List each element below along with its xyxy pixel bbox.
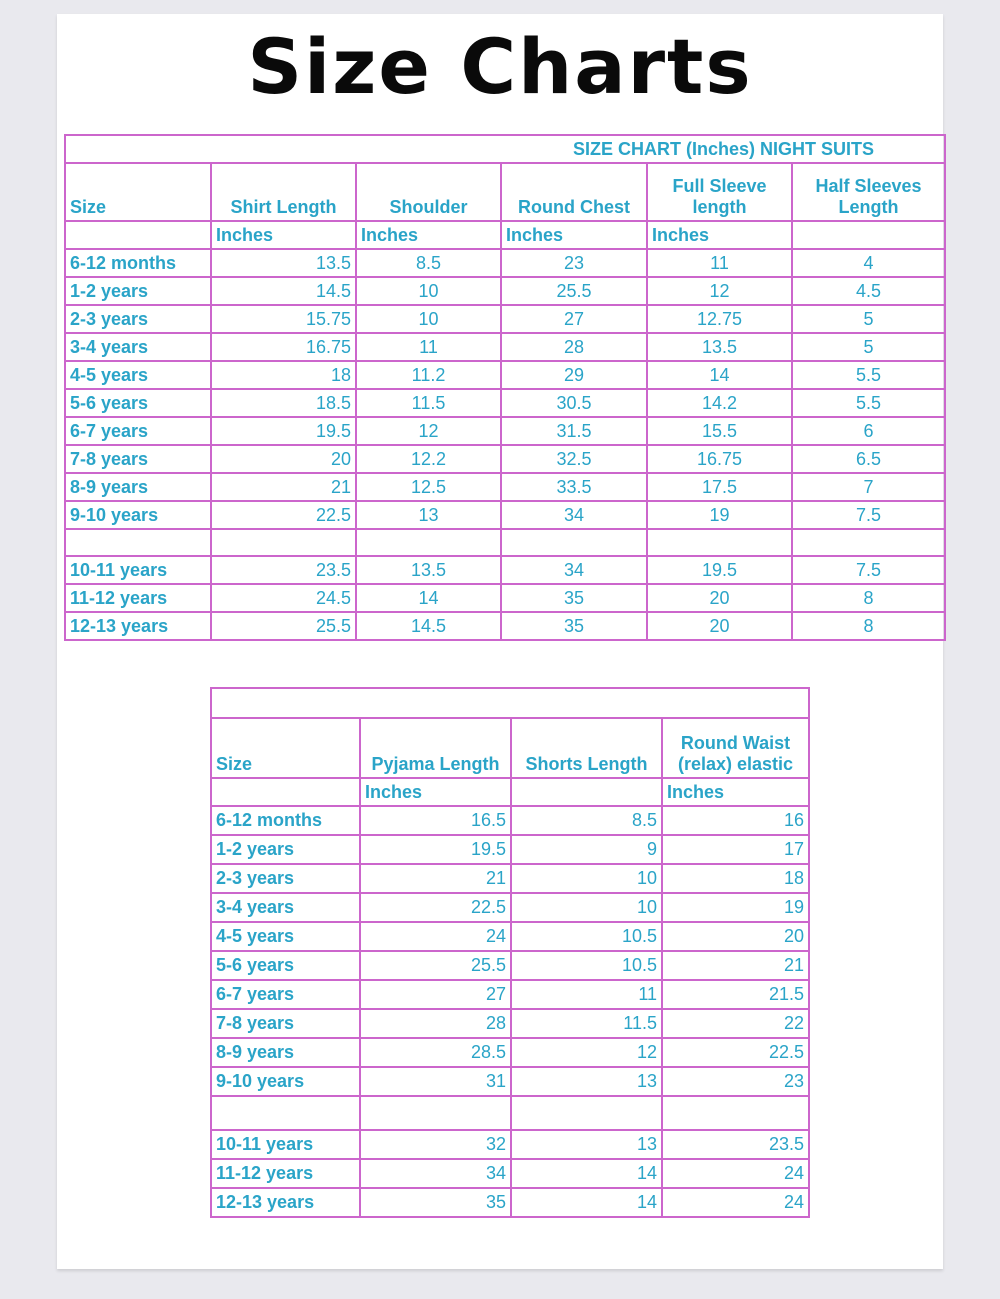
measurement-value: 35 bbox=[501, 584, 647, 612]
table-row bbox=[65, 501, 945, 529]
measurement-value: 12.75 bbox=[647, 305, 792, 333]
measurement-value: 17 bbox=[662, 835, 809, 864]
column-header-row bbox=[65, 163, 945, 221]
table-row bbox=[211, 922, 809, 951]
measurement-value: 11.5 bbox=[511, 1009, 662, 1038]
empty-cell bbox=[662, 1096, 809, 1130]
table-row bbox=[65, 361, 945, 389]
measurement-value: 24.5 bbox=[211, 584, 356, 612]
measurement-value: 18.5 bbox=[211, 389, 356, 417]
measurement-value: 20 bbox=[211, 445, 356, 473]
size-label: 10-11 years bbox=[65, 556, 211, 584]
table-row bbox=[65, 445, 945, 473]
measurement-value: 10 bbox=[356, 305, 501, 333]
measurement-value: 10 bbox=[356, 277, 501, 305]
empty-cell bbox=[511, 1096, 662, 1130]
table-row bbox=[211, 980, 809, 1009]
measurement-value: 12 bbox=[356, 417, 501, 445]
measurement-value: 6 bbox=[792, 417, 945, 445]
measurement-value: 16.75 bbox=[647, 445, 792, 473]
empty-cell bbox=[647, 529, 792, 556]
table-row bbox=[65, 389, 945, 417]
measurement-value: 16 bbox=[662, 806, 809, 835]
table-row bbox=[65, 249, 945, 277]
measurement-value: 13 bbox=[356, 501, 501, 529]
measurement-value: 29 bbox=[501, 361, 647, 389]
size-label: 3-4 years bbox=[65, 333, 211, 361]
measurement-value: 13 bbox=[511, 1067, 662, 1096]
measurement-value: 6.5 bbox=[792, 445, 945, 473]
unit-label bbox=[792, 221, 945, 249]
table-row bbox=[65, 417, 945, 445]
column-header: Shoulder bbox=[356, 163, 501, 221]
size-label: 8-9 years bbox=[65, 473, 211, 501]
measurement-value: 13.5 bbox=[647, 333, 792, 361]
measurement-value: 25.5 bbox=[360, 951, 511, 980]
unit-label: Inches bbox=[356, 221, 501, 249]
measurement-value: 35 bbox=[501, 612, 647, 640]
measurement-value: 8 bbox=[792, 584, 945, 612]
measurement-value: 16.5 bbox=[360, 806, 511, 835]
measurement-value: 23 bbox=[662, 1067, 809, 1096]
column-header: Pyjama Length bbox=[360, 718, 511, 778]
table-row bbox=[211, 1038, 809, 1067]
measurement-value: 24 bbox=[360, 922, 511, 951]
empty-cell bbox=[211, 688, 809, 718]
column-header: Round Waist (relax) elastic bbox=[662, 718, 809, 778]
measurement-value: 14.5 bbox=[356, 612, 501, 640]
empty-cell bbox=[501, 529, 647, 556]
empty-cell bbox=[211, 1096, 360, 1130]
measurement-value: 28 bbox=[360, 1009, 511, 1038]
column-header: Shorts Length bbox=[511, 718, 662, 778]
size-label: 2-3 years bbox=[211, 864, 360, 893]
table-row bbox=[211, 951, 809, 980]
measurement-value: 32 bbox=[360, 1130, 511, 1159]
measurement-value: 10.5 bbox=[511, 951, 662, 980]
size-label: 5-6 years bbox=[65, 389, 211, 417]
table-row bbox=[65, 277, 945, 305]
measurement-value: 5 bbox=[792, 333, 945, 361]
table-heading: SIZE CHART (Inches) NIGHT SUITS bbox=[65, 135, 945, 163]
measurement-value: 20 bbox=[662, 922, 809, 951]
column-header: Size bbox=[65, 163, 211, 221]
size-label: 11-12 years bbox=[65, 584, 211, 612]
measurement-value: 14 bbox=[356, 584, 501, 612]
size-label: 12-13 years bbox=[211, 1188, 360, 1217]
measurement-value: 24 bbox=[662, 1188, 809, 1217]
size-label: 5-6 years bbox=[211, 951, 360, 980]
measurement-value: 34 bbox=[501, 501, 647, 529]
unit-label: Inches bbox=[501, 221, 647, 249]
table-row bbox=[65, 612, 945, 640]
measurement-value: 12 bbox=[511, 1038, 662, 1067]
measurement-value: 31.5 bbox=[501, 417, 647, 445]
measurement-value: 15.75 bbox=[211, 305, 356, 333]
measurement-value: 12 bbox=[647, 277, 792, 305]
measurement-value: 23.5 bbox=[211, 556, 356, 584]
table-row bbox=[65, 584, 945, 612]
measurement-value: 13.5 bbox=[356, 556, 501, 584]
table-row bbox=[211, 1130, 809, 1159]
empty-cell bbox=[792, 529, 945, 556]
measurement-value: 34 bbox=[360, 1159, 511, 1188]
measurement-value: 23.5 bbox=[662, 1130, 809, 1159]
column-header: Shirt Length bbox=[211, 163, 356, 221]
measurement-value: 28 bbox=[501, 333, 647, 361]
measurement-value: 11 bbox=[511, 980, 662, 1009]
size-label: 1-2 years bbox=[65, 277, 211, 305]
column-header: Round Chest bbox=[501, 163, 647, 221]
table-row bbox=[211, 893, 809, 922]
measurement-value: 4.5 bbox=[792, 277, 945, 305]
table-row bbox=[211, 835, 809, 864]
size-label: 2-3 years bbox=[65, 305, 211, 333]
size-label: 6-12 months bbox=[65, 249, 211, 277]
measurement-value: 15.5 bbox=[647, 417, 792, 445]
measurement-value: 14 bbox=[647, 361, 792, 389]
measurement-value: 10 bbox=[511, 893, 662, 922]
unit-label: Inches bbox=[211, 221, 356, 249]
size-label: 4-5 years bbox=[211, 922, 360, 951]
measurement-value: 21 bbox=[211, 473, 356, 501]
night-suits-size-table bbox=[64, 134, 946, 641]
measurement-value: 11 bbox=[356, 333, 501, 361]
measurement-value: 8 bbox=[792, 612, 945, 640]
table-title-row bbox=[65, 135, 945, 163]
measurement-value: 12.5 bbox=[356, 473, 501, 501]
measurement-value: 7.5 bbox=[792, 556, 945, 584]
measurement-value: 16.75 bbox=[211, 333, 356, 361]
table-row bbox=[65, 333, 945, 361]
measurement-value: 22 bbox=[662, 1009, 809, 1038]
measurement-value: 19.5 bbox=[647, 556, 792, 584]
table-row bbox=[65, 305, 945, 333]
empty-cell bbox=[211, 529, 356, 556]
measurement-value: 22.5 bbox=[360, 893, 511, 922]
measurement-value: 7.5 bbox=[792, 501, 945, 529]
unit-label bbox=[65, 221, 211, 249]
measurement-value: 18 bbox=[211, 361, 356, 389]
size-label: 11-12 years bbox=[211, 1159, 360, 1188]
table-row bbox=[211, 1009, 809, 1038]
column-header: Half Sleeves Length bbox=[792, 163, 945, 221]
table-row bbox=[211, 1159, 809, 1188]
measurement-value: 5.5 bbox=[792, 361, 945, 389]
measurement-value: 12.2 bbox=[356, 445, 501, 473]
measurement-value: 5.5 bbox=[792, 389, 945, 417]
spacer-row bbox=[211, 1096, 809, 1130]
measurement-value: 8.5 bbox=[356, 249, 501, 277]
measurement-value: 20 bbox=[647, 584, 792, 612]
measurement-value: 22.5 bbox=[211, 501, 356, 529]
measurement-value: 10 bbox=[511, 864, 662, 893]
measurement-value: 19.5 bbox=[211, 417, 356, 445]
measurement-value: 13.5 bbox=[211, 249, 356, 277]
units-row bbox=[211, 778, 809, 806]
size-label: 12-13 years bbox=[65, 612, 211, 640]
measurement-value: 8.5 bbox=[511, 806, 662, 835]
table-row bbox=[211, 806, 809, 835]
measurement-value: 30.5 bbox=[501, 389, 647, 417]
measurement-value: 22.5 bbox=[662, 1038, 809, 1067]
measurement-value: 9 bbox=[511, 835, 662, 864]
empty-cell bbox=[360, 1096, 511, 1130]
unit-label: Inches bbox=[662, 778, 809, 806]
size-label: 8-9 years bbox=[211, 1038, 360, 1067]
measurement-value: 19.5 bbox=[360, 835, 511, 864]
unit-label bbox=[211, 778, 360, 806]
measurement-value: 21 bbox=[360, 864, 511, 893]
size-label: 7-8 years bbox=[211, 1009, 360, 1038]
measurement-value: 11.5 bbox=[356, 389, 501, 417]
measurement-value: 33.5 bbox=[501, 473, 647, 501]
measurement-value: 28.5 bbox=[360, 1038, 511, 1067]
measurement-value: 7 bbox=[792, 473, 945, 501]
measurement-value: 13 bbox=[511, 1130, 662, 1159]
column-header: Size bbox=[211, 718, 360, 778]
pyjama-size-table bbox=[210, 687, 810, 1218]
measurement-value: 14.2 bbox=[647, 389, 792, 417]
measurement-value: 4 bbox=[792, 249, 945, 277]
measurement-value: 27 bbox=[501, 305, 647, 333]
spacer-row bbox=[65, 529, 945, 556]
measurement-value: 35 bbox=[360, 1188, 511, 1217]
size-label: 10-11 years bbox=[211, 1130, 360, 1159]
measurement-value: 11.2 bbox=[356, 361, 501, 389]
size-label: 9-10 years bbox=[211, 1067, 360, 1096]
size-label: 3-4 years bbox=[211, 893, 360, 922]
measurement-value: 14 bbox=[511, 1188, 662, 1217]
units-row bbox=[65, 221, 945, 249]
measurement-value: 19 bbox=[662, 893, 809, 922]
table-row bbox=[211, 1067, 809, 1096]
measurement-value: 17.5 bbox=[647, 473, 792, 501]
measurement-value: 11 bbox=[647, 249, 792, 277]
measurement-value: 19 bbox=[647, 501, 792, 529]
unit-label bbox=[511, 778, 662, 806]
measurement-value: 32.5 bbox=[501, 445, 647, 473]
empty-cell bbox=[65, 529, 211, 556]
column-header: Full Sleeve length bbox=[647, 163, 792, 221]
size-label: 9-10 years bbox=[65, 501, 211, 529]
size-label: 7-8 years bbox=[65, 445, 211, 473]
measurement-value: 23 bbox=[501, 249, 647, 277]
measurement-value: 14.5 bbox=[211, 277, 356, 305]
column-header-row bbox=[211, 718, 809, 778]
measurement-value: 24 bbox=[662, 1159, 809, 1188]
measurement-value: 21.5 bbox=[662, 980, 809, 1009]
size-label: 1-2 years bbox=[211, 835, 360, 864]
measurement-value: 34 bbox=[501, 556, 647, 584]
size-label: 4-5 years bbox=[65, 361, 211, 389]
measurement-value: 5 bbox=[792, 305, 945, 333]
table-row bbox=[65, 473, 945, 501]
table-title-row bbox=[211, 688, 809, 718]
size-label: 6-12 months bbox=[211, 806, 360, 835]
table-row bbox=[211, 864, 809, 893]
measurement-value: 27 bbox=[360, 980, 511, 1009]
measurement-value: 25.5 bbox=[211, 612, 356, 640]
unit-label: Inches bbox=[360, 778, 511, 806]
empty-cell bbox=[356, 529, 501, 556]
measurement-value: 20 bbox=[647, 612, 792, 640]
measurement-value: 18 bbox=[662, 864, 809, 893]
table-row bbox=[65, 556, 945, 584]
measurement-value: 14 bbox=[511, 1159, 662, 1188]
table-row bbox=[211, 1188, 809, 1217]
measurement-value: 21 bbox=[662, 951, 809, 980]
size-label: 6-7 years bbox=[65, 417, 211, 445]
measurement-value: 25.5 bbox=[501, 277, 647, 305]
measurement-value: 10.5 bbox=[511, 922, 662, 951]
unit-label: Inches bbox=[647, 221, 792, 249]
size-label: 6-7 years bbox=[211, 980, 360, 1009]
page-title: Size Charts bbox=[247, 22, 753, 111]
measurement-value: 31 bbox=[360, 1067, 511, 1096]
